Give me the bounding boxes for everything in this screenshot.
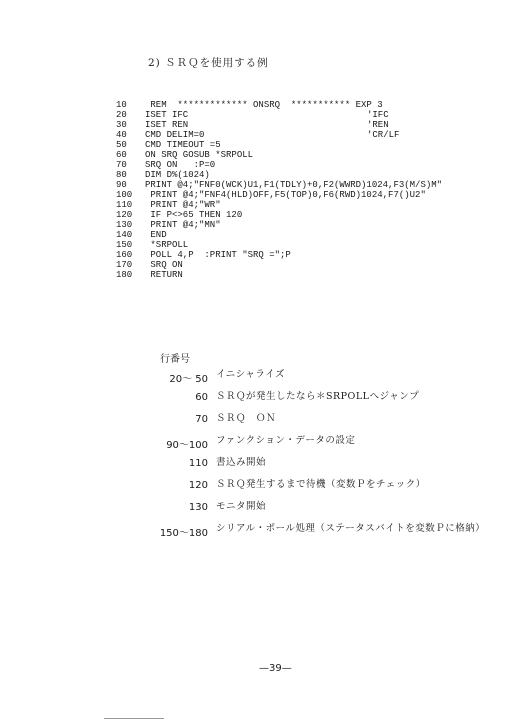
code-line — [116, 100, 442, 110]
code-text: *SRPOLL — [145, 240, 189, 250]
code-text: IF P<>65 THEN 120 — [145, 210, 243, 220]
code-text: CMD TIMEOUT =5 — [145, 140, 221, 150]
table-header: 行番号 — [160, 354, 190, 365]
code-listing — [116, 100, 442, 280]
line-description: ＳＲＱが発生したなら＊SRPOLLへジャンプ — [216, 391, 420, 402]
code-text: ISET IFC — [145, 110, 189, 120]
line-number: 90 — [116, 180, 127, 190]
line-number: 60 — [116, 150, 127, 160]
line-number: 140 — [116, 230, 133, 240]
line-number: 130 — [116, 220, 133, 230]
code-text: CMD DELIM=0 — [145, 130, 205, 140]
code-line — [116, 180, 442, 190]
code-line — [116, 170, 442, 180]
code-line — [116, 130, 442, 140]
line-range: 130 — [188, 502, 208, 513]
code-line — [116, 200, 442, 210]
line-description: 書込み開始 — [216, 457, 267, 468]
code-text: PRINT @4;"FNF0(WCK)U1,F1(TDLY)+0,F2(WWRD)1024,F3(M/S)M" — [145, 180, 443, 190]
code-line — [116, 250, 442, 260]
line-description: ファンクション・データの設定 — [216, 435, 356, 446]
line-number: 110 — [116, 200, 133, 210]
code-text: SRQ ON :P=0 — [145, 160, 216, 170]
line-description: ＳＲＱ発生するまで待機（変数Ｐをチェック） — [216, 479, 426, 490]
line-number: 180 — [116, 270, 133, 280]
line-number: 40 — [116, 130, 127, 140]
line-number: 160 — [116, 250, 133, 260]
code-line — [116, 120, 442, 130]
code-comment: 'REN — [367, 120, 389, 130]
line-range: 20～ 50 — [169, 374, 208, 385]
line-number: 120 — [116, 210, 133, 220]
code-line — [116, 190, 442, 200]
code-line — [116, 240, 442, 250]
code-text: REM ************* ONSRQ *********** EXP 3 — [145, 100, 383, 110]
code-line — [116, 210, 442, 220]
code-line — [116, 270, 442, 280]
code-line — [116, 220, 442, 230]
line-range: 70 — [195, 414, 208, 425]
page-number: —39— — [259, 663, 292, 674]
code-line — [116, 160, 442, 170]
line-number: 30 — [116, 120, 127, 130]
line-description: モニタ開始 — [216, 501, 267, 512]
line-range: 150～180 — [159, 528, 208, 539]
line-number: 10 — [116, 100, 127, 110]
code-text: END — [145, 230, 167, 240]
line-range: 110 — [188, 458, 208, 469]
code-line — [116, 140, 442, 150]
line-range: 90～100 — [166, 440, 208, 451]
line-range: 60 — [195, 392, 208, 403]
code-text: PRINT @4;"WR" — [145, 200, 221, 210]
line-number: 170 — [116, 260, 133, 270]
line-description: ＳＲＱ ＯＮ — [216, 413, 277, 424]
code-line — [116, 150, 442, 160]
line-number: 20 — [116, 110, 127, 120]
line-range: 120 — [188, 480, 208, 491]
code-comment: 'CR/LF — [367, 130, 400, 140]
code-text: DIM D%(1024) — [145, 170, 210, 180]
scan-line — [104, 718, 164, 719]
code-text: POLL 4,P :PRINT "SRQ =";P — [145, 250, 291, 260]
code-text: ON SRQ GOSUB *SRPOLL — [145, 150, 254, 160]
line-description: シリアル・ポール処理（ステータスバイトを変数Ｐに格納） — [216, 523, 486, 534]
line-number: 100 — [116, 190, 133, 200]
code-text: ISET REN — [145, 120, 189, 130]
line-number: 80 — [116, 170, 127, 180]
code-line — [116, 110, 442, 120]
line-description: イニシャライズ — [216, 369, 286, 380]
code-line — [116, 260, 442, 270]
section-title: 2) ＳＲＱを使用する例 — [148, 57, 269, 69]
table-row — [145, 520, 495, 542]
code-text: PRINT @4;"MN" — [145, 220, 221, 230]
code-line — [116, 230, 442, 240]
line-number: 70 — [116, 160, 127, 170]
code-comment: 'IFC — [367, 110, 389, 120]
line-number: 50 — [116, 140, 127, 150]
code-text: PRINT @4;"FNF4(HLD)OFF,F5(TOP)0,F6(RWD)1024,F7()U2" — [145, 190, 426, 200]
code-text: RETURN — [145, 270, 183, 280]
line-number: 150 — [116, 240, 133, 250]
code-text: SRQ ON — [145, 260, 183, 270]
